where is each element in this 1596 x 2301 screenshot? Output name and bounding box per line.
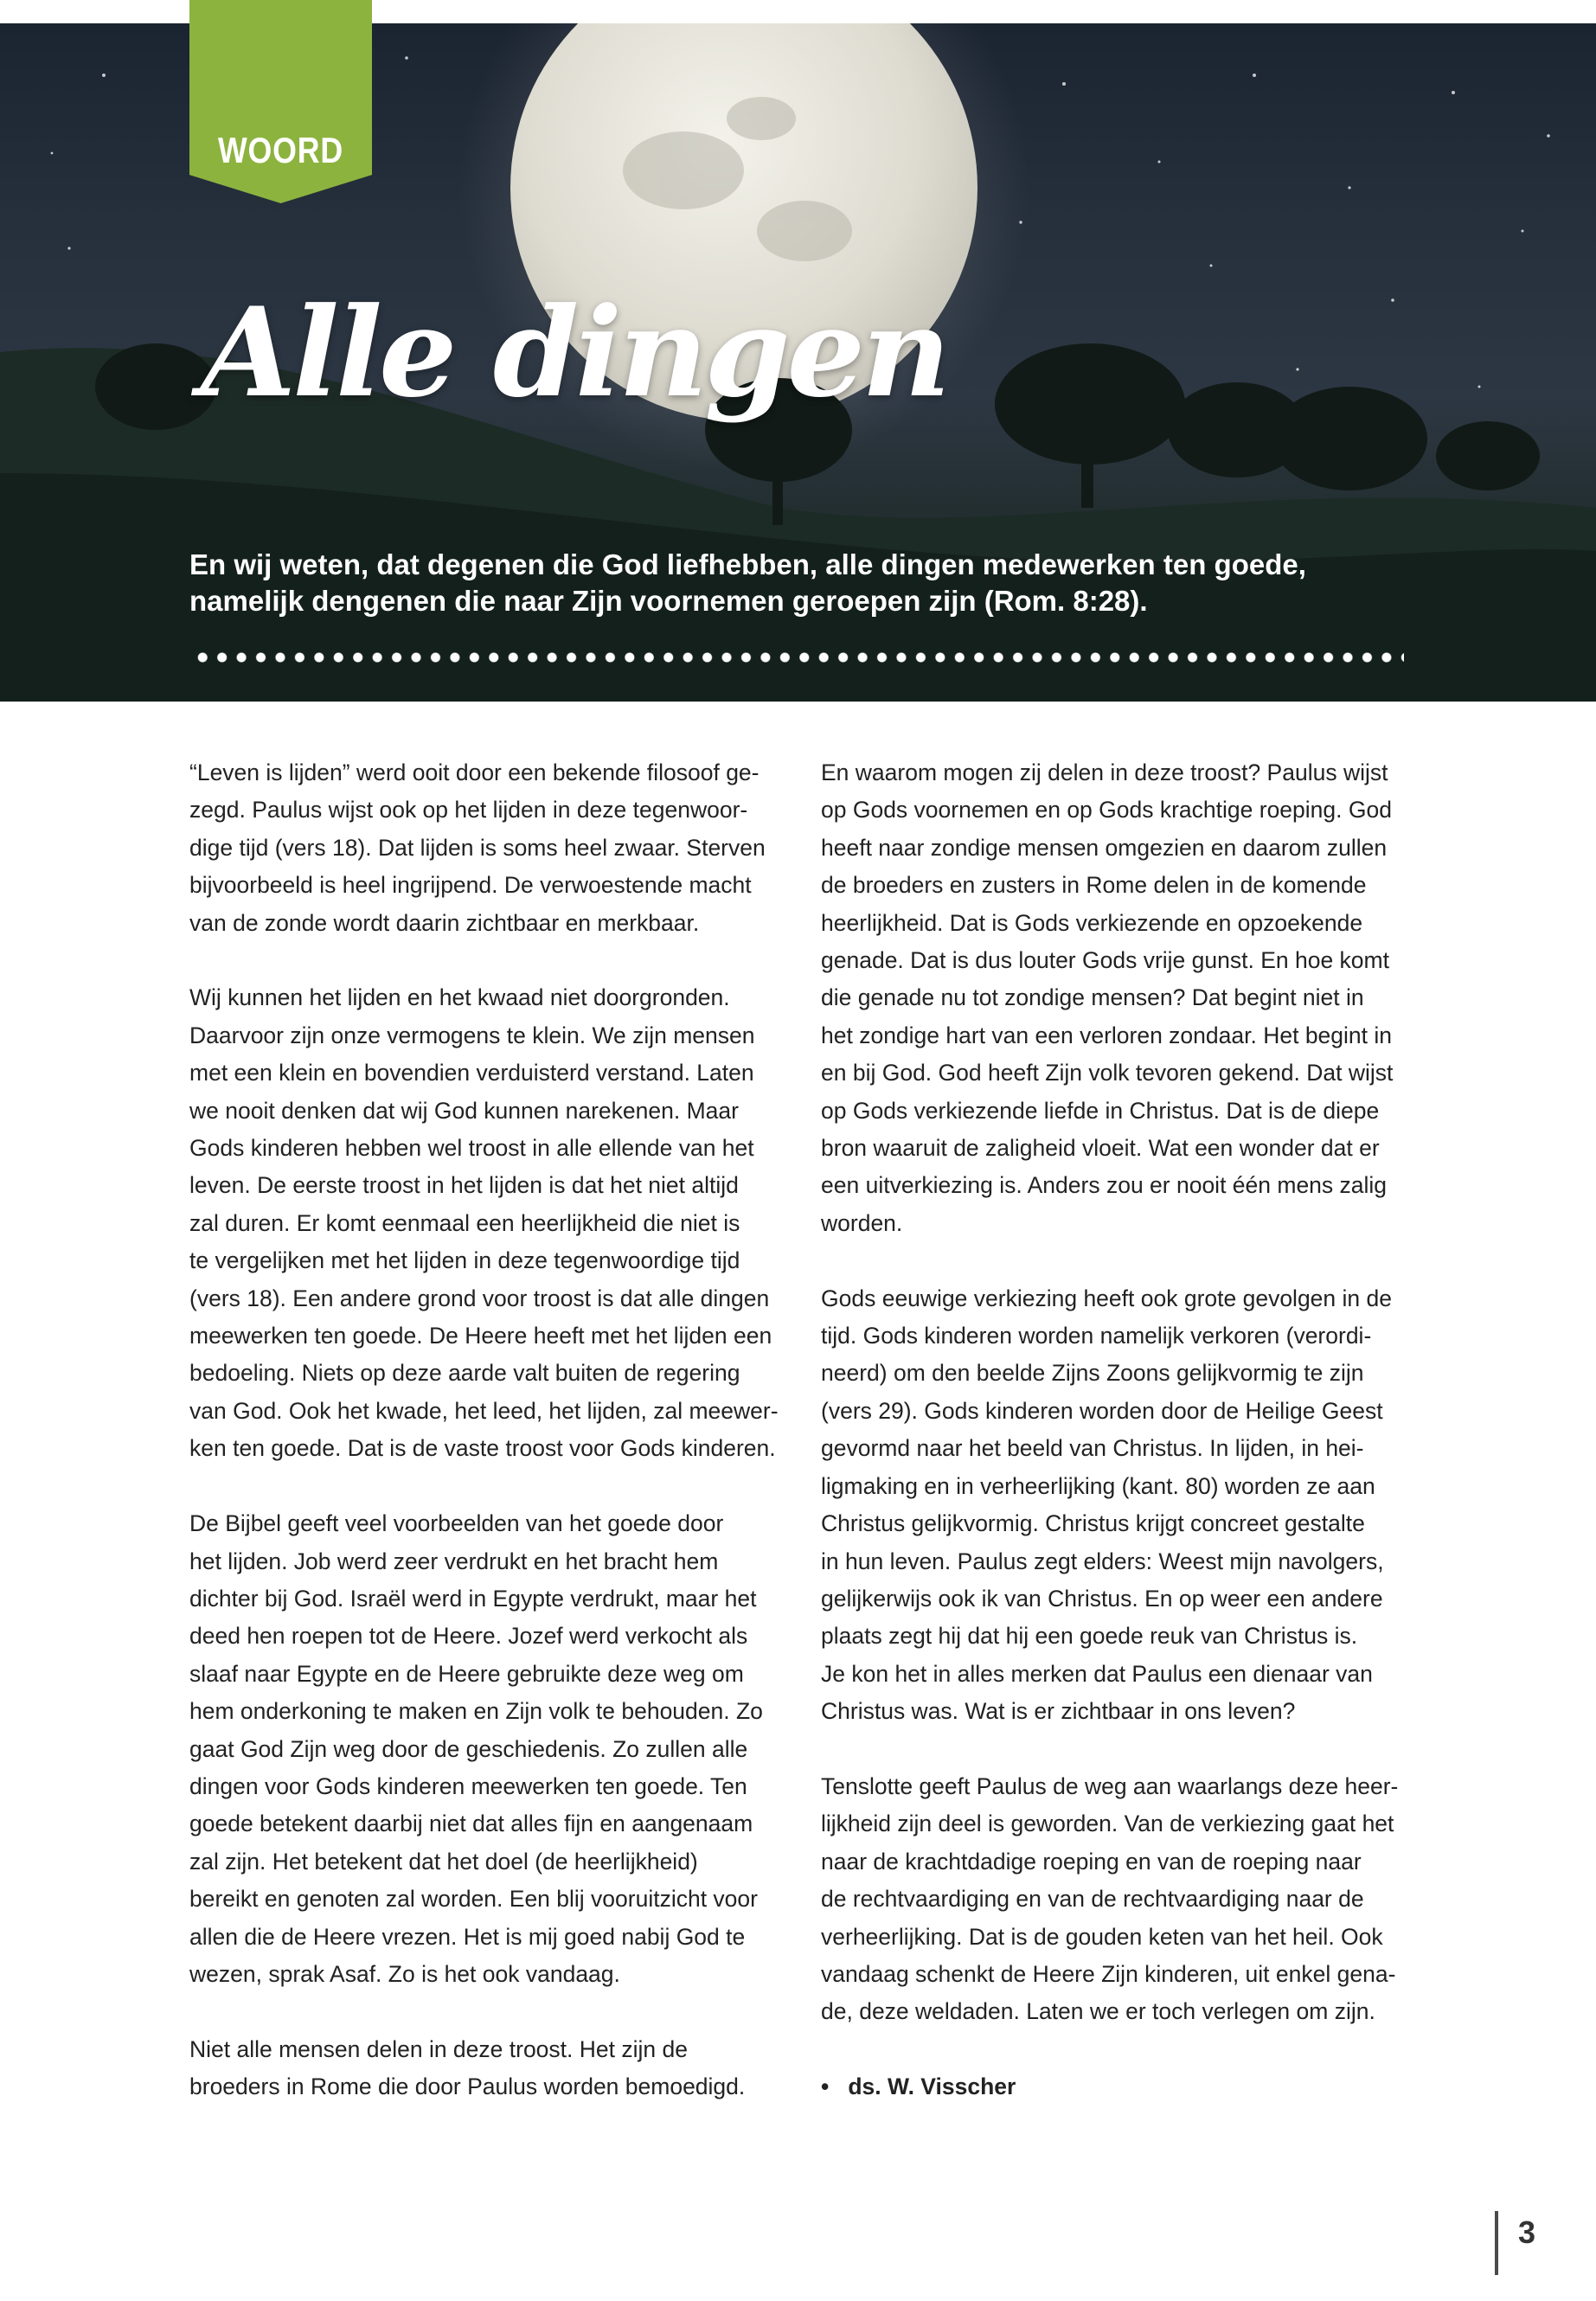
text-line: hem onderkoning te maken en Zijn volk te behouden. Zo <box>189 1698 763 1725</box>
text-line: tijd. Gods kinderen worden namelijk verkoren (verordi- <box>821 1323 1372 1349</box>
section-label: WOORD <box>217 130 344 170</box>
text-line: Christus was. Wat is er zichtbaar in ons leven? <box>821 1698 1296 1725</box>
text-line: het lijden. Job werd zeer verdrukt en het bracht hem <box>189 1548 719 1574</box>
intro-quote <box>189 547 1401 619</box>
author-label: ds. W. Visscher <box>848 2073 1016 2100</box>
text-line: En waarom mogen zij delen in deze troost? Paulus wijst <box>821 760 1388 785</box>
text-line: (vers 18). Een andere grond voor troost is dat alle dingen <box>189 1285 770 1311</box>
text-line: “Leven is lijden” werd ooit door een bekende filosoof ge- <box>189 760 760 785</box>
text-line: heeft naar zondige mensen omgezien en daarom zullen <box>821 834 1388 861</box>
text-line: genade. Dat is dus louter Gods vrije gunst. En hoe komt <box>821 947 1389 974</box>
text-line: van God. Ook het kwade, het leed, het lijden, zal meewer- <box>189 1397 779 1424</box>
text-line: (vers 29). Gods kinderen worden door de Heilige Geest <box>821 1397 1383 1424</box>
text-line: van de zonde wordt daarin zichtbaar en merkbaar. <box>189 909 700 936</box>
text-line: worden. <box>821 1209 903 1236</box>
text-line: zal zijn. Het betekent dat het doel (de heerlijkheid) <box>189 1848 698 1875</box>
text-line: verheerlijking. Dat is de gouden keten van het heil. Ook <box>821 1923 1383 1950</box>
text-line: zegd. Paulus wijst ook op het lijden in deze tegenwoor- <box>189 797 748 824</box>
text-line: een uitverkiezing is. Anders zou er nooit één mens zalig <box>821 1172 1388 1199</box>
text-line: Daarvoor zijn onze vermogens te klein. We zijn mensen <box>189 1022 755 1048</box>
text-line: op Gods verkiezende liefde in Christus. Dat is de diepe <box>821 1097 1380 1124</box>
paragraph-gap <box>821 1731 1409 1768</box>
text-line: Gods eeuwige verkiezing heeft ook grote gevolgen in de <box>821 1285 1392 1311</box>
text-line: Tenslotte geeft Paulus de weg aan waarlangs deze heer- <box>821 1772 1399 1799</box>
author-name <box>821 2068 1409 2106</box>
text-line: de rechtvaardiging en van de rechtvaardiging naar de <box>821 1886 1364 1913</box>
bullet-icon: • <box>821 2073 849 2100</box>
text-line: we nooit denken dat wij God kunnen narekenen. Maar <box>189 1097 739 1124</box>
text-line: en bij God. God heeft Zijn volk tevoren gekend. Dat wijst <box>821 1060 1394 1086</box>
text-line: allen die de Heere vrezen. Het is mij goed nabij God te <box>189 1923 746 1950</box>
text-line: deed hen roepen tot de Heere. Jozef werd verkocht als <box>189 1623 748 1650</box>
page-number-bar <box>1495 2211 1498 2275</box>
text-line: bron waaruit de zaligheid vloeit. Wat een wonder dat er <box>821 1135 1380 1162</box>
intro-line: namelijk dengenen die naar Zijn voornemen geroepen zijn (Rom. 8:28). <box>189 585 1148 617</box>
text-line: op Gods voornemen en op Gods krachtige roeping. God <box>821 797 1392 824</box>
text-line: slaaf naar Egypte en de Heere gebruikte deze weg om <box>189 1660 744 1687</box>
paragraph-gap <box>189 942 778 979</box>
dotted-divider <box>193 651 1404 664</box>
intro-line: En wij weten, dat degenen die God liefhebben, alle dingen medewerken ten goede, <box>189 548 1306 580</box>
page-number: 3 <box>1518 2214 1536 2250</box>
text-line: leven. De eerste troost in het lijden is dat het niet altijd <box>189 1172 739 1199</box>
text-line: gaat God Zijn weg door de geschiedenis. Zo zullen alle <box>189 1735 748 1762</box>
paragraph-gap <box>189 1993 778 2030</box>
text-line: bedoeling. Niets op deze aarde valt buiten de regering <box>189 1360 740 1387</box>
text-line: Gods kinderen hebben wel troost in alle ellende van het <box>189 1135 754 1162</box>
text-line: ken ten goede. Dat is de vaste troost voor Gods kinderen. <box>189 1435 776 1462</box>
text-line: neerd) om den beelde Zijns Zoons gelijkvormig te zijn <box>821 1360 1364 1387</box>
text-line: heerlijkheid. Dat is Gods verkiezende en opzoekende <box>821 909 1363 936</box>
text-line: het zondige hart van een verloren zondaar. Het begint in <box>821 1022 1393 1048</box>
text-line: broeders in Rome die door Paulus worden bemoedigd. <box>189 2073 746 2100</box>
left-column <box>189 754 778 2106</box>
text-line: vandaag schenkt de Heere Zijn kinderen, uit enkel gena- <box>821 1960 1396 1987</box>
text-line: meewerken ten goede. De Heere heeft met het lijden een <box>189 1323 772 1349</box>
text-line: de broeders en zusters in Rome delen in de komende <box>821 872 1367 899</box>
text-line: Niet alle mensen delen in deze troost. Het zijn de <box>189 2035 688 2062</box>
text-line: lijkheid zijn deel is geworden. Van de verkiezing gaat het <box>821 1811 1394 1837</box>
text-line: Christus gelijkvormig. Christus krijgt concreet gestalte <box>821 1510 1365 1537</box>
text-line: gelijkerwijs ook ik van Christus. En op weer een andere <box>821 1585 1383 1612</box>
text-line: ligmaking en in verheerlijking (kant. 80) worden ze aan <box>821 1472 1375 1499</box>
text-line: De Bijbel geeft veel voorbeelden van het goede door <box>189 1510 724 1537</box>
text-line: plaats zegt hij dat hij een goede reuk van Christus is. <box>821 1623 1358 1650</box>
text-line: wezen, sprak Asaf. Zo is het ook vandaag. <box>189 1960 620 1987</box>
paragraph-gap <box>189 1468 778 1505</box>
text-line: Wij kunnen het lijden en het kwaad niet doorgronden. <box>189 984 730 1011</box>
text-line: dingen voor Gods kinderen meewerken ten goede. Ten <box>189 1772 747 1799</box>
text-line: bereikt en genoten zal worden. Een blij vooruitzicht voor <box>189 1886 758 1913</box>
text-line: dichter bij God. Israël werd in Egypte verdrukt, maar het <box>189 1585 757 1612</box>
text-line: zal duren. Er komt eenmaal een heerlijkheid die niet is <box>189 1209 740 1236</box>
page-title: Alle dingen <box>201 281 948 425</box>
text-line: goede betekent daarbij niet dat alles fijn en aangenaam <box>189 1811 753 1837</box>
text-line: de, deze weldaden. Laten we er toch verlegen om zijn. <box>821 1998 1375 2025</box>
text-line: naar de krachtdadige roeping en van de roeping naar <box>821 1848 1362 1875</box>
text-line: met een klein en bovendien verduisterd verstand. Laten <box>189 1060 754 1086</box>
text-line: die genade nu tot zondige mensen? Dat begint niet in <box>821 984 1364 1011</box>
paragraph-gap <box>821 2031 1409 2068</box>
paragraph-gap <box>821 1242 1409 1279</box>
text-line: gevormd naar het beeld van Christus. In lijden, in hei- <box>821 1435 1364 1462</box>
text-line: in hun leven. Paulus zegt elders: Weest mijn navolgers, <box>821 1548 1384 1574</box>
text-line: dige tijd (vers 18). Dat lijden is soms heel zwaar. Sterven <box>189 834 766 861</box>
text-line: te vergelijken met het lijden in deze tegenwoordige tijd <box>189 1247 740 1274</box>
text-line: bijvoorbeeld is heel ingrijpend. De verwoestende macht <box>189 872 752 899</box>
text-line: Je kon het in alles merken dat Paulus een dienaar van <box>821 1660 1373 1687</box>
right-column <box>821 754 1409 2106</box>
section-ribbon <box>189 0 372 203</box>
